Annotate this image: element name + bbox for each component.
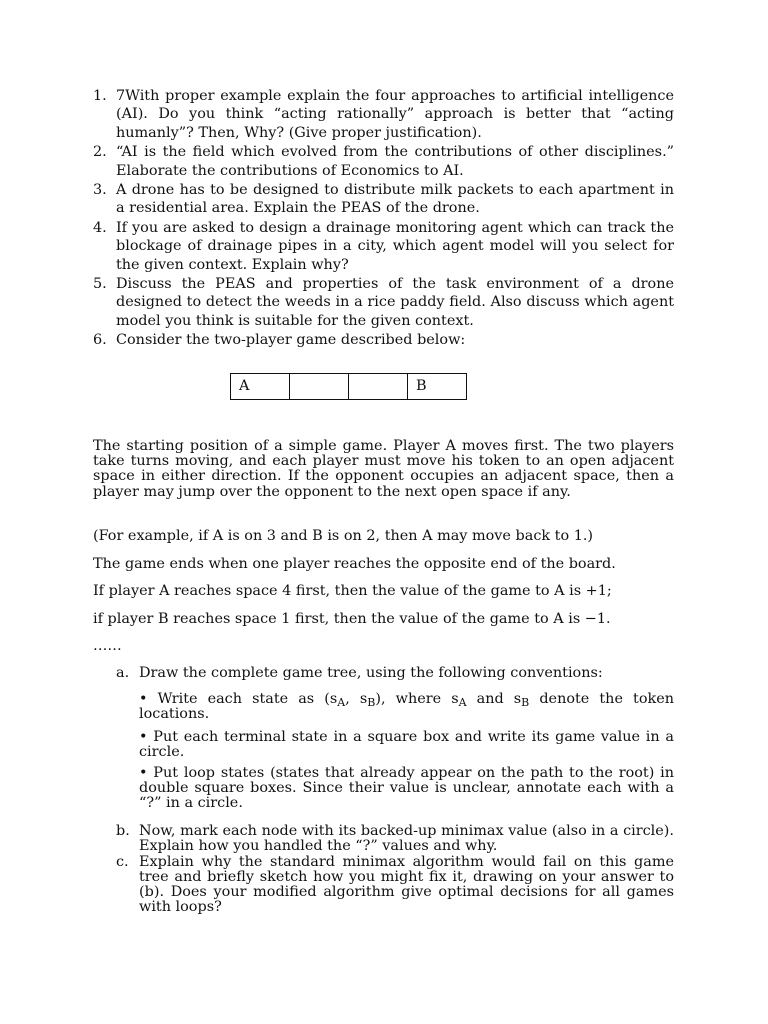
part-a bbox=[116, 666, 674, 681]
bullet-terminal-state: • Put each terminal state in a square box and write its game value in a circle. bbox=[139, 729, 674, 760]
question-text: 7With proper example explain the four approaches to artificial intelligence (AI). Do you think “acting rationally” approach is better that “acting humanly”? Then, Why? (Give proper justification). bbox=[116, 88, 674, 141]
question-number: 3. bbox=[93, 182, 107, 199]
question-item bbox=[93, 87, 674, 142]
board-cell bbox=[349, 374, 408, 399]
bullet-text: • Write each state as (s bbox=[139, 691, 338, 707]
question-number: 2. bbox=[93, 144, 107, 161]
question-number: 6. bbox=[93, 332, 107, 349]
game-description: The starting position of a simple game. Player A moves first. The two players take turns moving, and each player must move his token to an open adjacent space in either direction. If the opponent occupies an adjacent space, then a player may jump over the opponent to the next open space if any. bbox=[93, 438, 674, 500]
question-text: A drone has to be designed to distribute milk packets to each apartment in a residential area. Explain the PEAS of the drone. bbox=[116, 182, 674, 217]
ellipsis-paragraph: …… bbox=[93, 638, 122, 654]
question-item bbox=[93, 275, 674, 330]
bullet-text: ), where s bbox=[375, 691, 459, 707]
part-c bbox=[116, 855, 674, 915]
question-text: “AI is the field which evolved from the contributions of other disciplines.” Elaborate the contributions of Economics to AI. bbox=[116, 144, 674, 179]
example-paragraph: (For example, if A is on 3 and B is on 2, then A may move back to 1.) bbox=[93, 528, 594, 544]
part-text: Draw the complete game tree, using the following conventions: bbox=[139, 665, 603, 681]
board-cell: A bbox=[231, 374, 290, 399]
question-text: Discuss the PEAS and properties of the task environment of a drone designed to detect the weeds in a rice paddy field. Also discuss which agent model you think is suitable for the given context. bbox=[116, 276, 674, 329]
question-list bbox=[93, 87, 674, 350]
part-label: b. bbox=[116, 823, 130, 839]
bullet-text: and s bbox=[466, 691, 522, 707]
subscript: B bbox=[521, 696, 530, 709]
question-item bbox=[93, 331, 674, 349]
question-number: 1. bbox=[93, 88, 107, 104]
bullet-state-notation bbox=[139, 692, 674, 722]
part-label: a. bbox=[116, 665, 130, 681]
question-number: 5. bbox=[93, 276, 107, 293]
question-text: If you are asked to design a drainage monitoring agent which can track the blockage of drainage pipes in a city, which agent model will you select for the given context. Explain why? bbox=[116, 219, 674, 273]
bullet-text: , s bbox=[345, 691, 368, 707]
part-label: c. bbox=[116, 854, 129, 870]
subscript: B bbox=[367, 696, 376, 709]
game-end-paragraph: The game ends when one player reaches the opposite end of the board. bbox=[93, 556, 616, 572]
subscript: A bbox=[337, 696, 346, 709]
question-item bbox=[93, 143, 674, 180]
question-text: Consider the two-player game described below: bbox=[116, 332, 466, 349]
question-item bbox=[93, 181, 674, 218]
part-text: Now, mark each node with its backed-up minimax value (also in a circle). Explain how you handled the “?” values and why. bbox=[139, 823, 674, 854]
game-board bbox=[230, 373, 467, 400]
rule-b-paragraph: if player B reaches space 1 first, then the value of the game to A is −1. bbox=[93, 611, 611, 627]
board-cell: B bbox=[416, 378, 427, 394]
rule-a-paragraph: If player A reaches space 4 first, then the value of the game to A is +1; bbox=[93, 583, 612, 599]
question-item bbox=[93, 219, 674, 274]
board-cell bbox=[290, 374, 349, 399]
subscript: A bbox=[458, 696, 467, 709]
part-text: Explain why the standard minimax algorithm would fail on this game tree and briefly sketch how you might fix it, drawing on your answer to (b). Does your modified algorithm give optimal decisions for all games with loops? bbox=[139, 854, 674, 915]
bullet-text: denote the token locations. bbox=[139, 691, 674, 722]
question-list-container bbox=[93, 87, 674, 351]
part-b bbox=[116, 824, 674, 854]
question-number: 4. bbox=[93, 219, 107, 236]
bullet-loop-state: • Put loop states (states that already appear on the path to the root) in double square boxes. Since their value is unclear, annotate each with a “?” in a circle. bbox=[139, 765, 674, 811]
